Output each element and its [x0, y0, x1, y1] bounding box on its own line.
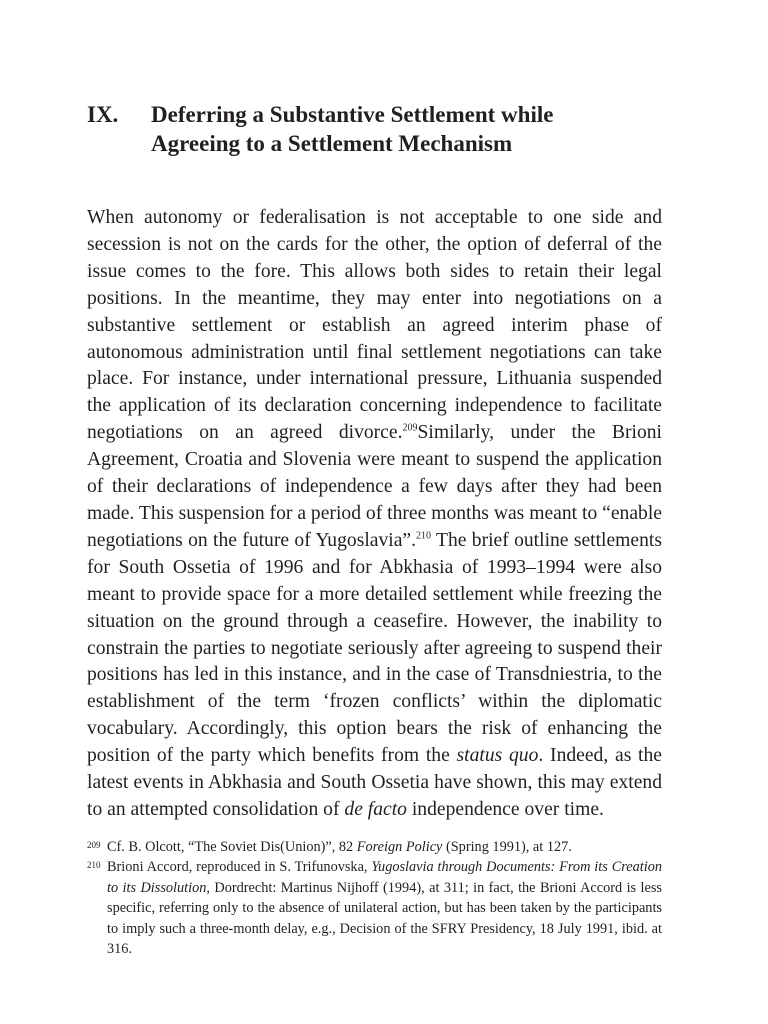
footnote-text [107, 837, 662, 858]
footnote-italic-title: Foreign Policy [356, 838, 443, 855]
footnote-ref-210[interactable]: 210 [416, 530, 431, 542]
footnote-text-after: , Dordrecht: Martinus Nijhoff (1994), at 311; in fact, the Brioni Accord is less specific, referring only to the absence of unilateral action, but has been taken by the participants to imply such a three-month delay, e.g., Decision of the SFRY Presidency, 18 July 1991, ibid. at 316. [107, 879, 662, 958]
footnotes [87, 837, 662, 960]
section-heading [87, 100, 662, 158]
footnote-text-after: (Spring 1991), at 127. [442, 838, 572, 855]
footnote-text-before: Cf. B. Olcott, “The Soviet Dis(Union)”, 82 [107, 838, 357, 855]
footnote-number: 209 [87, 839, 101, 850]
section-title-line-1: Deferring a Substantive Settlement while [151, 102, 554, 127]
body-paragraph [87, 205, 662, 824]
body-text-part-3: The brief outline settlements for South Ossetia of 1996 and for Abkhasia of 1993–1994 were also meant to provide space for a more detailed settlement while freezing the situation on the ground through a ceasefire. However, the inability to constrain the parties to negotiate seriously after agreeing to suspend their positions has led in this instance, and in the case of Transdniestria, to the establishment of the term ‘frozen conflicts’ within the diplomatic vocabulary. Accordingly, this option bears the risk of enhancing the position of the party which benefits from the [87, 529, 662, 767]
body-text-part-5: independence over time. [406, 798, 604, 820]
body-text-part-4: . Indeed, as the latest events in Abkhasia and South Ossetia have shown, this may extend to an attempted consolidation of [87, 745, 662, 820]
footnote-italic-title: Yugoslavia through Documents: From its Creation to its Dissolution [107, 859, 662, 896]
footnote-ref-209[interactable]: 209 [402, 422, 418, 434]
page-content [87, 100, 662, 960]
footnote-text [107, 857, 662, 960]
footnote-number: 210 [87, 860, 101, 871]
footnote-210 [87, 857, 662, 960]
section-title-line-2: Agreeing to a Settlement Mechanism [151, 131, 513, 156]
italic-de-facto: de facto [344, 798, 407, 820]
body-text-part-2: Similarly, under the Brioni Agreement, Croatia and Slovenia were meant to suspend the application of their declarations of independence a few days after they had been made. This suspension for a period of three months was meant to “enable negotiations on the future of Yugoslavia”. [87, 422, 662, 551]
section-number: IX. [87, 102, 119, 127]
footnote-209 [87, 837, 662, 858]
italic-status-quo: status quo [456, 745, 539, 767]
body-text-part-1: When autonomy or federalisation is not acceptable to one side and secession is not on the cards for the other, the option of deferral of the issue comes to the fore. This allows both sides to retain their legal positions. In the meantime, they may enter into negotiations on a substantive settlement or establish an agreed interim phase of autonomous administration until final settlement negotiations can take place. For instance, under international pressure, Lithuania suspended the application of its declaration concerning independence to facilitate negotiations on an agreed divorce. [87, 207, 662, 444]
footnote-text-before: Brioni Accord, reproduced in S. Trifunovska, [107, 859, 372, 876]
section-title [151, 100, 662, 158]
